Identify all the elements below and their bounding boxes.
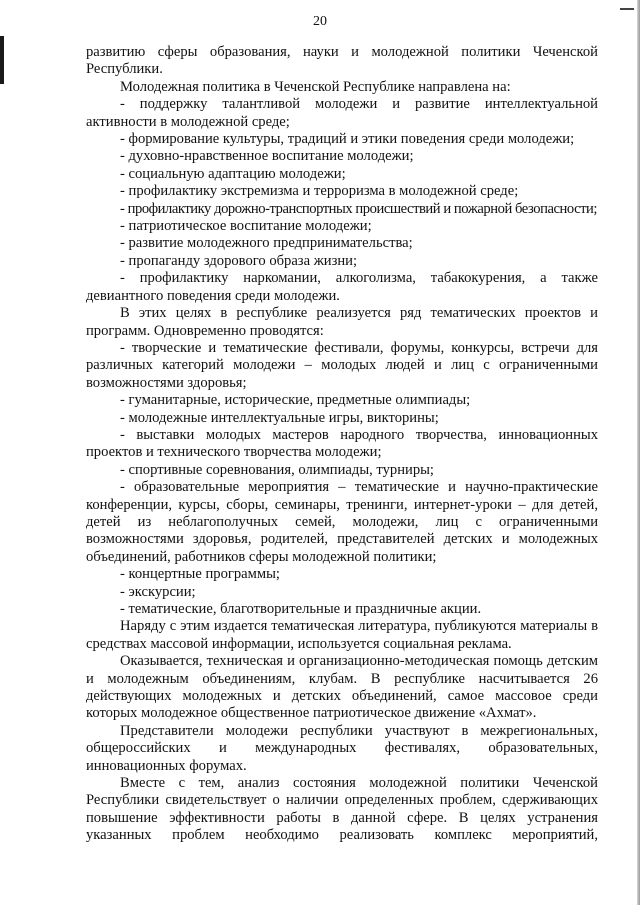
paragraph: Вместе с тем, анализ состояния молодежной политики Чеченской Республики свидетельствует о наличии определенных проблем, сдерживающих повышение эффективности работы в данной сфере. В целях устранения указанных проблем необходимо реализовать комплекс мероприятий, <box>86 775 598 844</box>
list-item: - патриотическое воспитание молодежи; <box>120 218 372 235</box>
list-item: - молодежные интеллектуальные игры, викторины; <box>120 409 439 426</box>
page-number: 20 <box>313 14 327 29</box>
paragraph: Представители молодежи республики участвуют в межрегиональных, общероссийских и международных фестивалях, образовательных, инновационных форумах. <box>86 722 598 774</box>
paragraph: Наряду с этим издается тематическая литература, публикуются материалы в средствах массовой информации, используется социальная реклама. <box>86 618 598 652</box>
list-item: - профилактику наркомании, алкоголизма, табакокурения, а также девиантного поведения среди молодежи. <box>86 270 598 304</box>
paragraph: развитию сферы образования, науки и молодежной политики Чеченской Республики. <box>86 44 598 78</box>
list-item: - тематические, благотворительные и праздничные акции. <box>120 601 482 617</box>
list-item: - выставки молодых мастеров народного творчества, инновационных проектов и технического творчества молодежи; <box>86 426 598 461</box>
paragraph: Оказывается, техническая и организационно-методическая помощь детским и молодежным объединениям, клубам. В республике насчитывается 26 действующих молодежных и детских объединений, самое массовое среди которых молодежное общественное патриотическое движение «Ахмат». <box>86 653 598 722</box>
list-item: - спортивные соревнования, олимпиады, турниры; <box>120 461 434 478</box>
scan-shadow-left <box>0 36 4 84</box>
list-item: - формирование культуры, традиций и этики поведения среди молодежи; <box>120 131 575 148</box>
paragraph: Молодежная политика в Чеченской Республике направлена на: <box>120 78 511 95</box>
list-item: - творческие и тематические фестивали, форумы, конкурсы, встречи для различных категорий молодежи – молодых людей и лиц с ограниченными возможностями здоровья; <box>86 339 598 391</box>
list-item: - образовательные мероприятия – тематические и научно-практические конференции, курсы, сборы, семинары, тренинги, интернет-уроки – для детей, детей из неблагополучных семей, молодежи, лиц с ограниченными возможностями здоровья, родителей, представителей детских и молодежных объединений, работников сферы молодежной политики; <box>86 479 598 565</box>
list-item: - социальную адаптацию молодежи; <box>120 165 346 182</box>
document-body <box>86 44 598 845</box>
list-item: - гуманитарные, исторические, предметные олимпиады; <box>120 392 471 409</box>
list-item: - концертные программы; <box>120 566 280 583</box>
scan-mark <box>620 8 634 10</box>
list-item: - профилактику экстремизма и терроризма в молодежной среде; <box>120 183 519 200</box>
list-item: - развитие молодежного предпринимательства; <box>120 235 413 252</box>
list-item: - пропаганду здорового образа жизни; <box>120 252 358 269</box>
list-item: - духовно-нравственное воспитание молодежи; <box>120 148 414 165</box>
list-item: - профилактику дорожно-транспортных происшествий и пожарной безопасности; <box>120 200 597 217</box>
list-item: - поддержку талантливой молодежи и развитие интеллектуальной активности в молодежной среде; <box>86 96 598 130</box>
list-item: - экскурсии; <box>120 583 196 600</box>
paragraph: В этих целях в республике реализуется ряд тематических проектов и программ. Одновременно проводятся: <box>86 305 598 339</box>
